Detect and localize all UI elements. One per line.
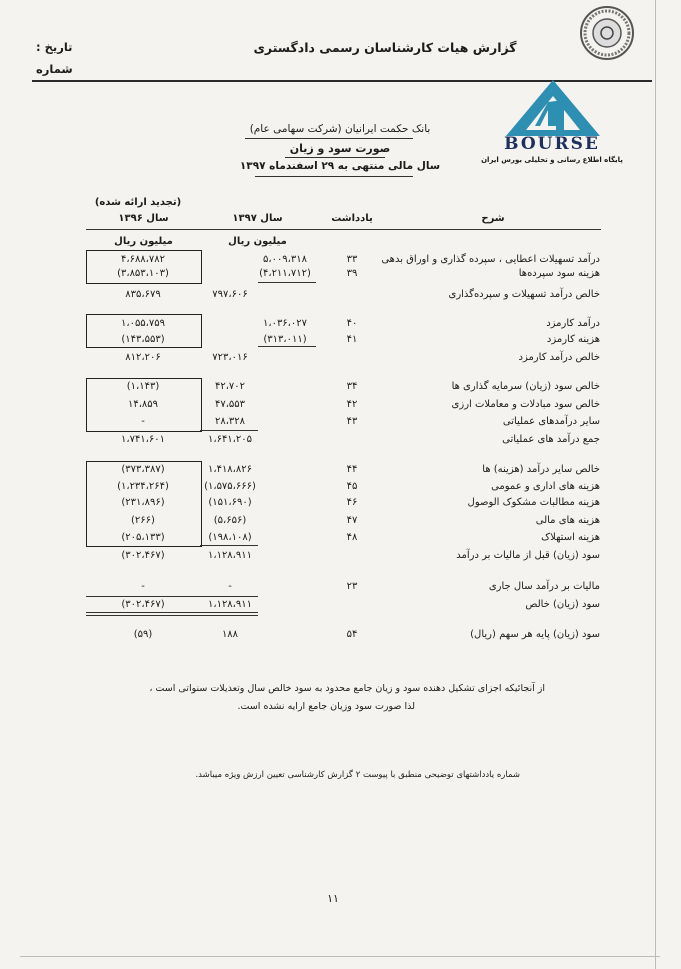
row-1396-value: ۸۱۲،۲۰۶ <box>125 352 161 363</box>
footer-note: شماره یادداشتهای توضیحی منطبق با پیوست ۲ گزارش کارشناسی تعیین ارزش ویژه میباشد. <box>195 770 520 780</box>
header-rule <box>86 229 601 230</box>
report-header-title: گزارش هیات کارشناسان رسمی دادگستری <box>253 40 517 55</box>
page-number: ۱۱ <box>327 892 339 905</box>
statement-period: سال مالی منتهی به ۲۹ اسفندماه ۱۳۹۷ <box>239 160 441 172</box>
restated-label: (تجدید ارائه شده) <box>94 197 182 208</box>
row-label: هزینه سود سپرده‌ها <box>518 268 600 279</box>
page-edge-right <box>655 0 656 969</box>
row-1397-total: ۱،۱۲۸،۹۱۱ <box>207 550 253 561</box>
row-label: خالص درآمد کارمزد <box>518 352 600 363</box>
prior-box-4 <box>86 461 202 547</box>
row-1397-total: ۲۸،۳۲۸ <box>214 416 246 427</box>
seal-stamp-icon <box>578 4 636 62</box>
row-1397-total: (۱۹۸،۱۰۸) <box>208 532 252 543</box>
logo-tagline: پایگاه اطلاع رسانی و تحلیلی بورس ایران <box>481 156 623 164</box>
row-label: سود (زیان) پایه هر سهم (ریال) <box>470 629 600 640</box>
row-1396-value: (۱،۱۴۳) <box>126 381 160 392</box>
row-label: سود (زیان) خالص <box>525 599 600 610</box>
row-label: سود (زیان) قبل از مالیات بر درآمد <box>456 550 600 561</box>
row-1397-total: (۱،۵۷۵،۶۶۶) <box>204 481 256 492</box>
row-1396-value: (۵۹) <box>133 629 153 640</box>
row-label: درآمد تسهیلات اعطایی ، سپرده گذاری و اوراق بدهی <box>381 254 600 265</box>
row-note: ۴۸ <box>346 532 358 543</box>
rule-interest-expense <box>258 282 316 283</box>
company-name: بانک حکمت ایرانیان (شرکت سهامی عام) <box>249 123 431 135</box>
row-label: سایر درآمدهای عملیاتی <box>502 416 600 427</box>
row-note: ۴۴ <box>346 464 358 475</box>
statement-name: صورت سود و زیان <box>289 142 391 155</box>
rule-net-1 <box>86 612 258 613</box>
row-1396-value: - <box>141 581 145 592</box>
date-label: تاریخ : <box>36 40 73 54</box>
row-note: ۳۹ <box>346 268 358 279</box>
unit-1397: میلیون ریال <box>228 236 287 247</box>
logo-wordmark: BOURSE <box>504 134 600 154</box>
row-1397-total: ۱،۱۲۸،۹۱۱ <box>207 599 253 610</box>
column-header-1397: سال ۱۳۹۷ <box>232 213 283 224</box>
row-1397-detail: (۳۱۳،۰۱۱) <box>263 334 307 345</box>
row-1396-value: ۱،۷۴۱،۶۰۱ <box>120 434 166 445</box>
row-note: ۴۵ <box>346 481 358 492</box>
row-1397-total: (۵،۶۵۶) <box>213 515 247 526</box>
row-1396-value: ۱۴،۸۵۹ <box>127 399 159 410</box>
rule-tax <box>86 596 258 597</box>
row-label: هزینه کارمزد <box>546 334 600 345</box>
prior-box-3 <box>86 378 202 432</box>
row-1397-total: ۱،۴۱۸،۸۲۶ <box>207 464 253 475</box>
company-underline <box>245 138 413 139</box>
row-label: خالص درآمد تسهیلات و سپرده‌گذاری <box>448 289 600 300</box>
period-underline <box>255 176 413 177</box>
row-1396-value: (۱۴۳،۵۵۳) <box>121 334 165 345</box>
row-label: خالص سود (زیان) سرمایه گذاری ها <box>451 381 600 392</box>
row-1396-value: ۴،۶۸۸،۷۸۲ <box>120 254 166 265</box>
row-1396-value: (۲۰۵،۱۳۳) <box>121 532 165 543</box>
bourse-logo-icon <box>478 80 628 180</box>
row-1397-detail: (۴،۲۱۱،۷۱۲) <box>259 268 311 279</box>
row-note: ۲۳ <box>346 581 358 592</box>
row-1396-value: (۳،۸۵۳،۱۰۳) <box>117 268 169 279</box>
row-note: ۳۳ <box>346 254 358 265</box>
statement-underline <box>285 157 385 158</box>
row-label: هزینه استهلاک <box>541 532 600 543</box>
column-header-note: یادداشت <box>331 213 373 224</box>
row-note: ۵۴ <box>346 629 358 640</box>
row-note: ۴۲ <box>346 399 358 410</box>
rule-net-2 <box>86 615 258 616</box>
row-note: ۴۳ <box>346 416 358 427</box>
row-1397-detail: ۱،۰۳۶،۰۲۷ <box>262 318 308 329</box>
row-label: خالص سایر درآمد (هزینه) ها <box>482 464 600 475</box>
row-1397-total: ۴۷،۵۵۳ <box>214 399 246 410</box>
row-1396-value: (۳۰۲،۴۶۷) <box>121 599 165 610</box>
row-label: هزینه های اداری و عمومی <box>491 481 600 492</box>
row-1396-value: (۲۳۱،۸۹۶) <box>121 497 165 508</box>
row-1397-total: ۷۹۷،۶۰۶ <box>212 289 248 300</box>
row-1397-total: - <box>228 581 232 592</box>
row-1397-detail: ۵،۰۰۹،۳۱۸ <box>262 254 308 265</box>
row-1396-value: ۱،۰۵۵،۷۵۹ <box>120 318 166 329</box>
row-1396-value: - <box>141 416 145 427</box>
row-note: ۳۴ <box>346 381 358 392</box>
row-1396-value: ۸۳۵،۶۷۹ <box>125 289 161 300</box>
row-note: ۴۰ <box>346 318 358 329</box>
note-line-1: از آنجائیکه اجزای تشکیل دهنده سود و زیان جامع محدود به سود خالص سال وتعدیلات سنواتی است ، <box>149 683 545 694</box>
row-note: ۴۱ <box>346 334 358 345</box>
row-1397-total: ۴۲،۷۰۲ <box>214 381 246 392</box>
row-label: خالص سود مبادلات و معاملات ارزی <box>451 399 600 410</box>
prior-box-2 <box>86 314 202 348</box>
row-label: هزینه مطالبات مشکوک الوصول <box>467 497 600 508</box>
page-edge-bottom <box>20 956 660 957</box>
rule-other-op <box>200 430 258 431</box>
row-1397-total: ۱۸۸ <box>221 629 239 640</box>
rule-fee-expense <box>258 346 316 347</box>
row-label: هزینه های مالی <box>535 515 600 526</box>
row-note: ۴۷ <box>346 515 358 526</box>
prior-box-1 <box>86 250 202 284</box>
row-1397-total: (۱۵۱،۶۹۰) <box>208 497 252 508</box>
row-1397-total: ۷۲۳،۰۱۶ <box>212 352 248 363</box>
row-1396-value: (۳۰۲،۴۶۷) <box>121 550 165 561</box>
row-label: جمع درآمد های عملیاتی <box>502 434 600 445</box>
row-1396-value: (۱،۲۳۴،۲۶۴) <box>117 481 169 492</box>
row-note: ۴۶ <box>346 497 358 508</box>
row-1396-value: (۲۶۶) <box>131 515 155 526</box>
row-label: مالیات بر درآمد سال جاری <box>488 581 600 592</box>
number-label: شماره <box>36 62 73 76</box>
row-1397-total: ۱،۶۴۱،۲۰۵ <box>207 434 253 445</box>
row-1396-value: (۳۷۳،۳۸۷) <box>121 464 165 475</box>
column-header-1396: سال ۱۳۹۶ <box>118 213 169 224</box>
note-line-2: لذا صورت سود وزیان جامع ارایه نشده است. <box>237 701 415 712</box>
rule-depreciation <box>200 545 258 546</box>
column-header-description: شرح <box>481 213 505 224</box>
row-label: درآمد کارمزد <box>546 318 600 329</box>
unit-1396: میلیون ریال <box>114 236 173 247</box>
